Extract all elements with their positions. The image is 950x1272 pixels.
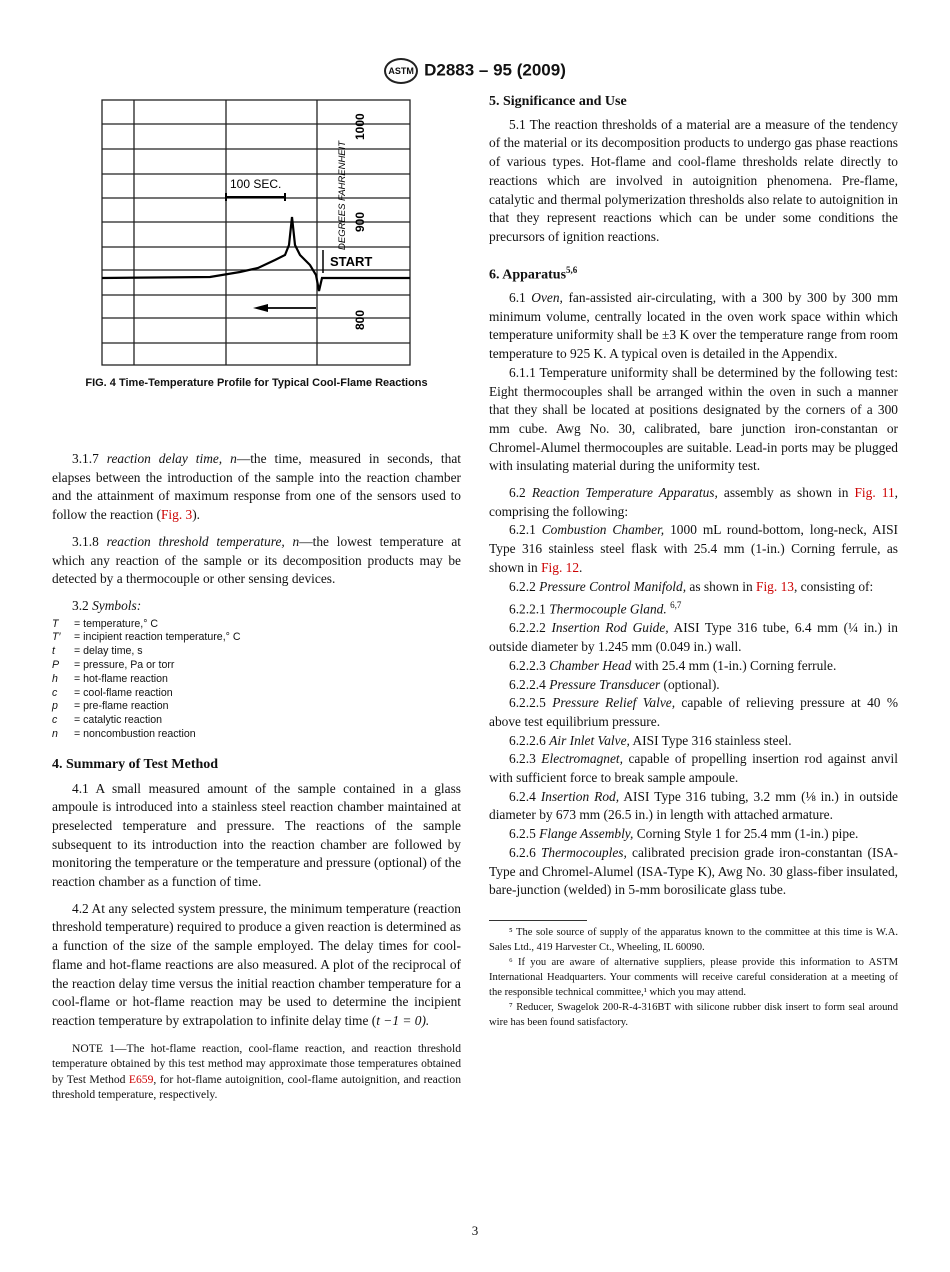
fig-3-link[interactable]: Fig. 3: [160, 507, 193, 523]
symbol-item: T′ = incipient reaction temperature,° C: [52, 631, 241, 644]
symbol-item: p = pre-flame reaction: [52, 700, 169, 713]
footnote-rule: [489, 920, 587, 921]
y-label-800: 800: [353, 309, 367, 330]
para-6-2-2-3: 6.2.2.3 Chamber Head with 25.4 mm (1-in.) Corning ferrule.: [509, 657, 837, 673]
para-4-1: 4.1 A small measured amount of the sample contained in a glass ampoule is introduced into a stainless steel reaction chamber maintained at preselected temperature and pressure. The reactions of the sample subsequent to its introduction into the reaction chamber are followed by monitoring the temperature or the temperature and pressure (optional) of the reaction chamber as a function of time.: [52, 780, 462, 890]
para-6-2-2-1: 6.2.2.1 Thermocouple Gland. $^{6,7}$: [509, 600, 682, 617]
para-6-1-1: 6.1.1 Temperature uniformity shall be determined by the following test: Eight thermocouples shall be arranged within the oven in such a manner that they shall be located at positions designated by the corners of a 300 mm cube. Awg No. 30, calibrated, bare junction iron-constantan or Chromel-Alumel thermocouples are suitable. Lead-in ports may be plugged with insulating material during the uniformity test.: [489, 364, 898, 474]
astm-logo: ASTM: [384, 58, 418, 84]
symbol-item: c = catalytic reaction: [52, 714, 163, 727]
para-6-1: 6.1 Oven, fan-assisted air-circulating, with a 300 by 300 by 300 mm minimum volume, centrally located in the oven work space within which temperature uniformity shall be ±3 K over the temperature range from room temperature to 925 K. A typical oven is detailed in the Appendix.: [489, 289, 898, 362]
footnote-7: ⁷ Reducer, Swagelok 200-R-4-316BT with silicone rubber disk insert to form seal around wire has been found satisfactory.: [489, 1001, 898, 1028]
y-label-900: 900: [353, 211, 367, 232]
designation: D2883 – 95 (2009): [424, 60, 566, 80]
section-6-heading: 6. Apparatus$^{5,6}$: [489, 264, 578, 283]
fig-11-link[interactable]: Fig. 11: [854, 485, 895, 501]
para-6-2-4: 6.2.4 Insertion Rod, AISI Type 316 tubing, 3.2 mm (⅛ in.) in outside diameter by 673 mm (26.5 in.) in length with attached armature.: [489, 788, 898, 823]
para-6-2-3: 6.2.3 Electromagnet, capable of propelling insertion rod against anvil with sufficient force to break sample ampoule.: [489, 751, 898, 786]
e659-link[interactable]: E659: [128, 1072, 154, 1086]
para-6-2-2-5: 6.2.2.5 Pressure Relief Valve, capable of relieving pressure at 40 % above test equilibrium pressure.: [489, 695, 898, 729]
para-3-1-7: 3.1.7 reaction delay time, n—the time, measured in seconds, that elapses between the introduction of the sample into the reaction chamber and the attainment of maximum response from one of the sensors used to follow the reaction (Fig. 3).: [52, 451, 461, 523]
symbol-item: c = cool-flame reaction: [52, 686, 173, 699]
symbol-item: h = hot-flame reaction: [52, 672, 168, 685]
para-6-2-2-6: 6.2.2.6 Air Inlet Valve, AISI Type 316 stainless steel.: [509, 732, 792, 748]
note-1: NOTE 1—The hot-flame reaction, cool-flame reaction, and reaction threshold temperature obtained by this test method may approximate those temperatures obtained by Test Method E659, for hot-flame autoignition, cool-flame autoignition, and reaction threshold temperature, respectively.: [52, 1041, 461, 1102]
page-number: 3: [471, 1223, 479, 1238]
para-6-2-6: 6.2.6 Thermocouples, calibrated precision grade iron-constantan (ISA-Type and Chromel-Alumel (ISA-Type K), Awg No. 30 glass-fiber insulated, bare-junction (welded) in 5-mm borosilicate glass tube.: [489, 844, 898, 898]
para-6-2-2: 6.2.2 Pressure Control Manifold, as shown in Fig. 13, consisting of:: [509, 578, 874, 594]
right-column: [489, 93, 898, 1030]
scale-bar-100-sec: [226, 193, 285, 201]
symbol-item: n = noncombustion reaction: [52, 728, 196, 740]
left-column: [52, 450, 461, 1103]
footnote-6: ⁶ If you are aware of alternative suppliers, please provide this information to ASTM International Headquarters. Your comments will receive careful consideration at a meeting of the responsible technical committee,¹ which you may attend.: [489, 956, 898, 998]
symbol-item: T = temperature,° C: [52, 617, 159, 630]
footnote-5: ⁵ The sole source of supply of the apparatus known to the committee at this time is W.A. Sales Ltd., 419 Harvester Ct., Wheeling, IL 60090.: [489, 926, 898, 953]
para-3-2: 3.2 Symbols:: [72, 597, 142, 613]
section-5-heading: 5. Significance and Use: [489, 94, 627, 109]
label-start: START: [330, 254, 373, 269]
para-6-2-2-4: 6.2.2.4 Pressure Transducer (optional).: [509, 676, 720, 692]
time-direction-arrow: [253, 304, 316, 312]
symbols-list: [52, 618, 461, 742]
label-100-sec: 100 SEC.: [230, 177, 282, 191]
para-6-2: 6.2 Reaction Temperature Apparatus, assembly as shown in Fig. 11, comprising the following:: [489, 485, 898, 519]
unit-label: DEGREES FAHRENHEIT: [337, 140, 348, 250]
y-label-1000: 1000: [353, 113, 367, 140]
symbol-item: t = delay time, s: [52, 645, 143, 658]
fig-13-link[interactable]: Fig. 13: [756, 578, 794, 594]
section-4-heading: 4. Summary of Test Method: [52, 756, 219, 772]
para-6-2-1: 6.2.1 Combustion Chamber, 1000 mL round-bottom, long-neck, AISI Type 316 stainless steel flask with 25.4 mm (1-in.) Corning ferrule, as shown in Fig. 12.: [489, 522, 898, 575]
para-6-2-2-2: 6.2.2.2 Insertion Rod Guide, AISI Type 316 tube, 6.4 mm (¼ in.) in outside diameter by 1.245 mm (0.049 in.) wall.: [489, 620, 898, 655]
para-5-1: 5.1 The reaction thresholds of a material are a measure of the tendency of the material or its decomposition products to undergo gas phase reactions of various types. Hot-flame and cool-flame thresholds relate directly to reactions which are involved in autoignition phenomena. Pre-flame, catalytic and thermal polymerization thresholds also relate to autoignition in that they represent reactions which can be under some conditions the precursors of ignition reactions.: [489, 116, 898, 244]
para-4-2: 4.2 At any selected system pressure, the minimum temperature (reaction threshold temperature) required to produce a given reaction is determined as a function of the size of the sample employed. The delay times for cool-flame and hot-flame reactions are also measured. A plot of the reciprocal of the reaction delay time versus the initial reaction chamber temperature for a cool-flame or hot-flame reaction may be used to determine the incipient reaction temperature by extrapolation to infinite delay time (t −1 = 0).: [52, 900, 461, 1028]
para-6-2-5: 6.2.5 Flange Assembly, Corning Style 1 for 25.4 mm (1-in.) pipe.: [509, 826, 859, 842]
para-3-1-8: 3.1.8 reaction threshold temperature, n—the lowest temperature at which any reaction of the sample or its decomposition products may be detected by a thermocouple or other sensing devices.: [52, 533, 461, 587]
symbol-item: P = pressure, Pa or torr: [52, 659, 175, 672]
figure-caption: FIG. 4 Time-Temperature Profile for Typical Cool-Flame Reactions: [85, 377, 428, 389]
fig-12-link[interactable]: Fig. 12: [541, 559, 580, 575]
